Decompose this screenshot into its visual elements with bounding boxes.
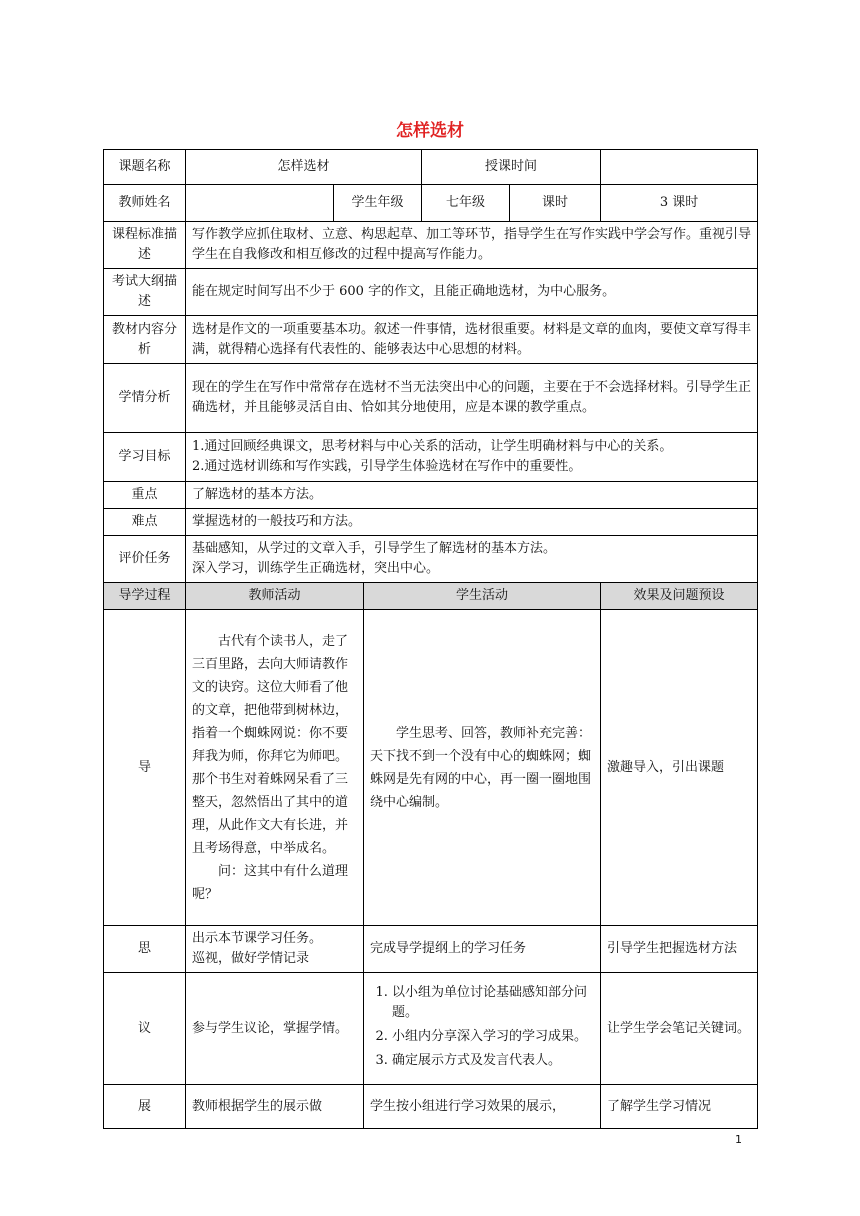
evaluation-label: 评价任务 — [104, 536, 186, 583]
hours-label: 课时 — [510, 185, 601, 222]
row-exam — [104, 269, 758, 316]
process-header-effect: 效果及问题预设 — [601, 583, 758, 610]
objectives-text: 1.通过回顾经典课文，思考材料与中心关系的活动，让学生明确材料与中心的关系。 2.通过选材训练和写作实践，引导学生体验选材在写作中的重要性。 — [186, 433, 758, 482]
discussion-steps-list — [370, 983, 594, 1071]
difficulty-text: 掌握选材的一般技巧和方法。 — [186, 509, 758, 536]
teacher-value — [186, 185, 334, 222]
stage-name-zhan: 展 — [104, 1085, 186, 1129]
story-paragraph: 古代有个读书人，走了三百里路，去向大师请教作文的诀窍。这位大师看了他的文章，把他带到树林边，指着一个蜘蛛网说：你不要拜我为师，你拜它为师吧。那个书生对着蛛网呆看了三整天，忽然悟出了其中的道理，从此作文大有长进，并且考场得意，中举成名。 — [192, 633, 349, 856]
stage-row-dao — [104, 610, 758, 926]
row-evaluation — [104, 536, 758, 583]
story-question: 问：这其中有什么道理呢？ — [192, 863, 349, 902]
row-topic — [104, 150, 758, 185]
stage-si-teacher — [186, 926, 364, 973]
row-objectives — [104, 433, 758, 482]
evaluation-text: 基础感知，从学过的文章入手，引导学生了解选材的基本方法。 深入学习，训练学生正确选材，突出中心。 — [186, 536, 758, 583]
stage-dao-student — [364, 610, 601, 926]
material-label: 教材内容分析 — [104, 316, 186, 364]
stage-zhan-teacher: 教师根据学生的展示做 — [186, 1085, 364, 1129]
document-title: 怎样选材 — [396, 121, 464, 141]
stage-row-zhan — [104, 1085, 758, 1129]
stage-zhan-student: 学生按小组进行学习效果的展示， — [364, 1085, 601, 1129]
row-learner — [104, 364, 758, 433]
stage-yi-student — [364, 973, 601, 1085]
time-value — [601, 150, 758, 185]
objectives-label: 学习目标 — [104, 433, 186, 482]
list-item: 1. 以小组为单位讨论基础感知部分问题。 — [392, 983, 594, 1023]
grade-value: 七年级 — [422, 185, 510, 222]
topic-value: 怎样选材 — [186, 150, 422, 185]
page-number: 1 — [735, 1133, 742, 1146]
si-teacher-line-2: 巡视，做好学情记录 — [192, 951, 310, 966]
stage-yi-effect: 让学生学会笔记关键词。 — [601, 973, 758, 1085]
row-keypoint — [104, 482, 758, 509]
topic-label: 课题名称 — [104, 150, 186, 185]
row-material — [104, 316, 758, 364]
curriculum-text: 写作教学应抓住取材、立意、构思起草、加工等环节，指导学生在写作实践中学会写作。重视引导学生在自我修改和相互修改的过程中提高写作能力。 — [186, 222, 758, 269]
learner-label: 学情分析 — [104, 364, 186, 433]
process-header-student: 学生活动 — [364, 583, 601, 610]
stage-zhan-effect: 了解学生学习情况 — [601, 1085, 758, 1129]
stage-row-yi — [104, 973, 758, 1085]
student-answer-text: 学生思考、回答，教师补充完善：天下找不到一个没有中心的蜘蛛网；蜘蛛网是先有网的中心，再一圈一圈地围绕中心编制。 — [370, 725, 592, 810]
stage-dao-teacher — [186, 610, 364, 926]
stage-row-si — [104, 926, 758, 973]
stage-si-effect: 引导学生把握选材方法 — [601, 926, 758, 973]
keypoint-text: 了解选材的基本方法。 — [186, 482, 758, 509]
list-item: 3. 确定展示方式及发言代表人。 — [392, 1051, 594, 1071]
process-header-stage: 导学过程 — [104, 583, 186, 610]
learner-text: 现在的学生在写作中常常存在选材不当无法突出中心的问题，主要在于不会选择材料。引导学生正确选材，并且能够灵活自由、恰如其分地使用，应是本课的教学重点。 — [186, 364, 758, 433]
exam-text: 能在规定时间写出不少于 600 字的作文，且能正确地选材，为中心服务。 — [186, 269, 758, 316]
row-teacher — [104, 185, 758, 222]
stage-yi-teacher: 参与学生议论，掌握学情。 — [186, 973, 364, 1085]
exam-label: 考试大纲描述 — [104, 269, 186, 316]
teacher-label: 教师姓名 — [104, 185, 186, 222]
process-header-teacher: 教师活动 — [186, 583, 364, 610]
time-label: 授课时间 — [422, 150, 601, 185]
lesson-plan-table — [103, 149, 758, 1129]
stage-name-yi: 议 — [104, 973, 186, 1085]
process-header-row — [104, 583, 758, 610]
si-teacher-line-1: 出示本节课学习任务。 — [192, 931, 323, 946]
stage-name-si: 思 — [104, 926, 186, 973]
stage-name-dao: 导 — [104, 610, 186, 926]
hours-value: 3 课时 — [601, 185, 758, 222]
stage-dao-effect: 激趣导入，引出课题 — [601, 610, 758, 926]
stage-si-student: 完成导学提纲上的学习任务 — [364, 926, 601, 973]
material-text: 选材是作文的一项重要基本功。叙述一件事情，选材很重要。材料是文章的血肉，要使文章写得丰满，就得精心选择有代表性的、能够表达中心思想的材料。 — [186, 316, 758, 364]
grade-label: 学生年级 — [334, 185, 422, 222]
curriculum-label: 课程标准描述 — [104, 222, 186, 269]
row-difficulty — [104, 509, 758, 536]
row-curriculum — [104, 222, 758, 269]
list-item: 2. 小组内分享深入学习的学习成果。 — [392, 1027, 594, 1047]
keypoint-label: 重点 — [104, 482, 186, 509]
difficulty-label: 难点 — [104, 509, 186, 536]
